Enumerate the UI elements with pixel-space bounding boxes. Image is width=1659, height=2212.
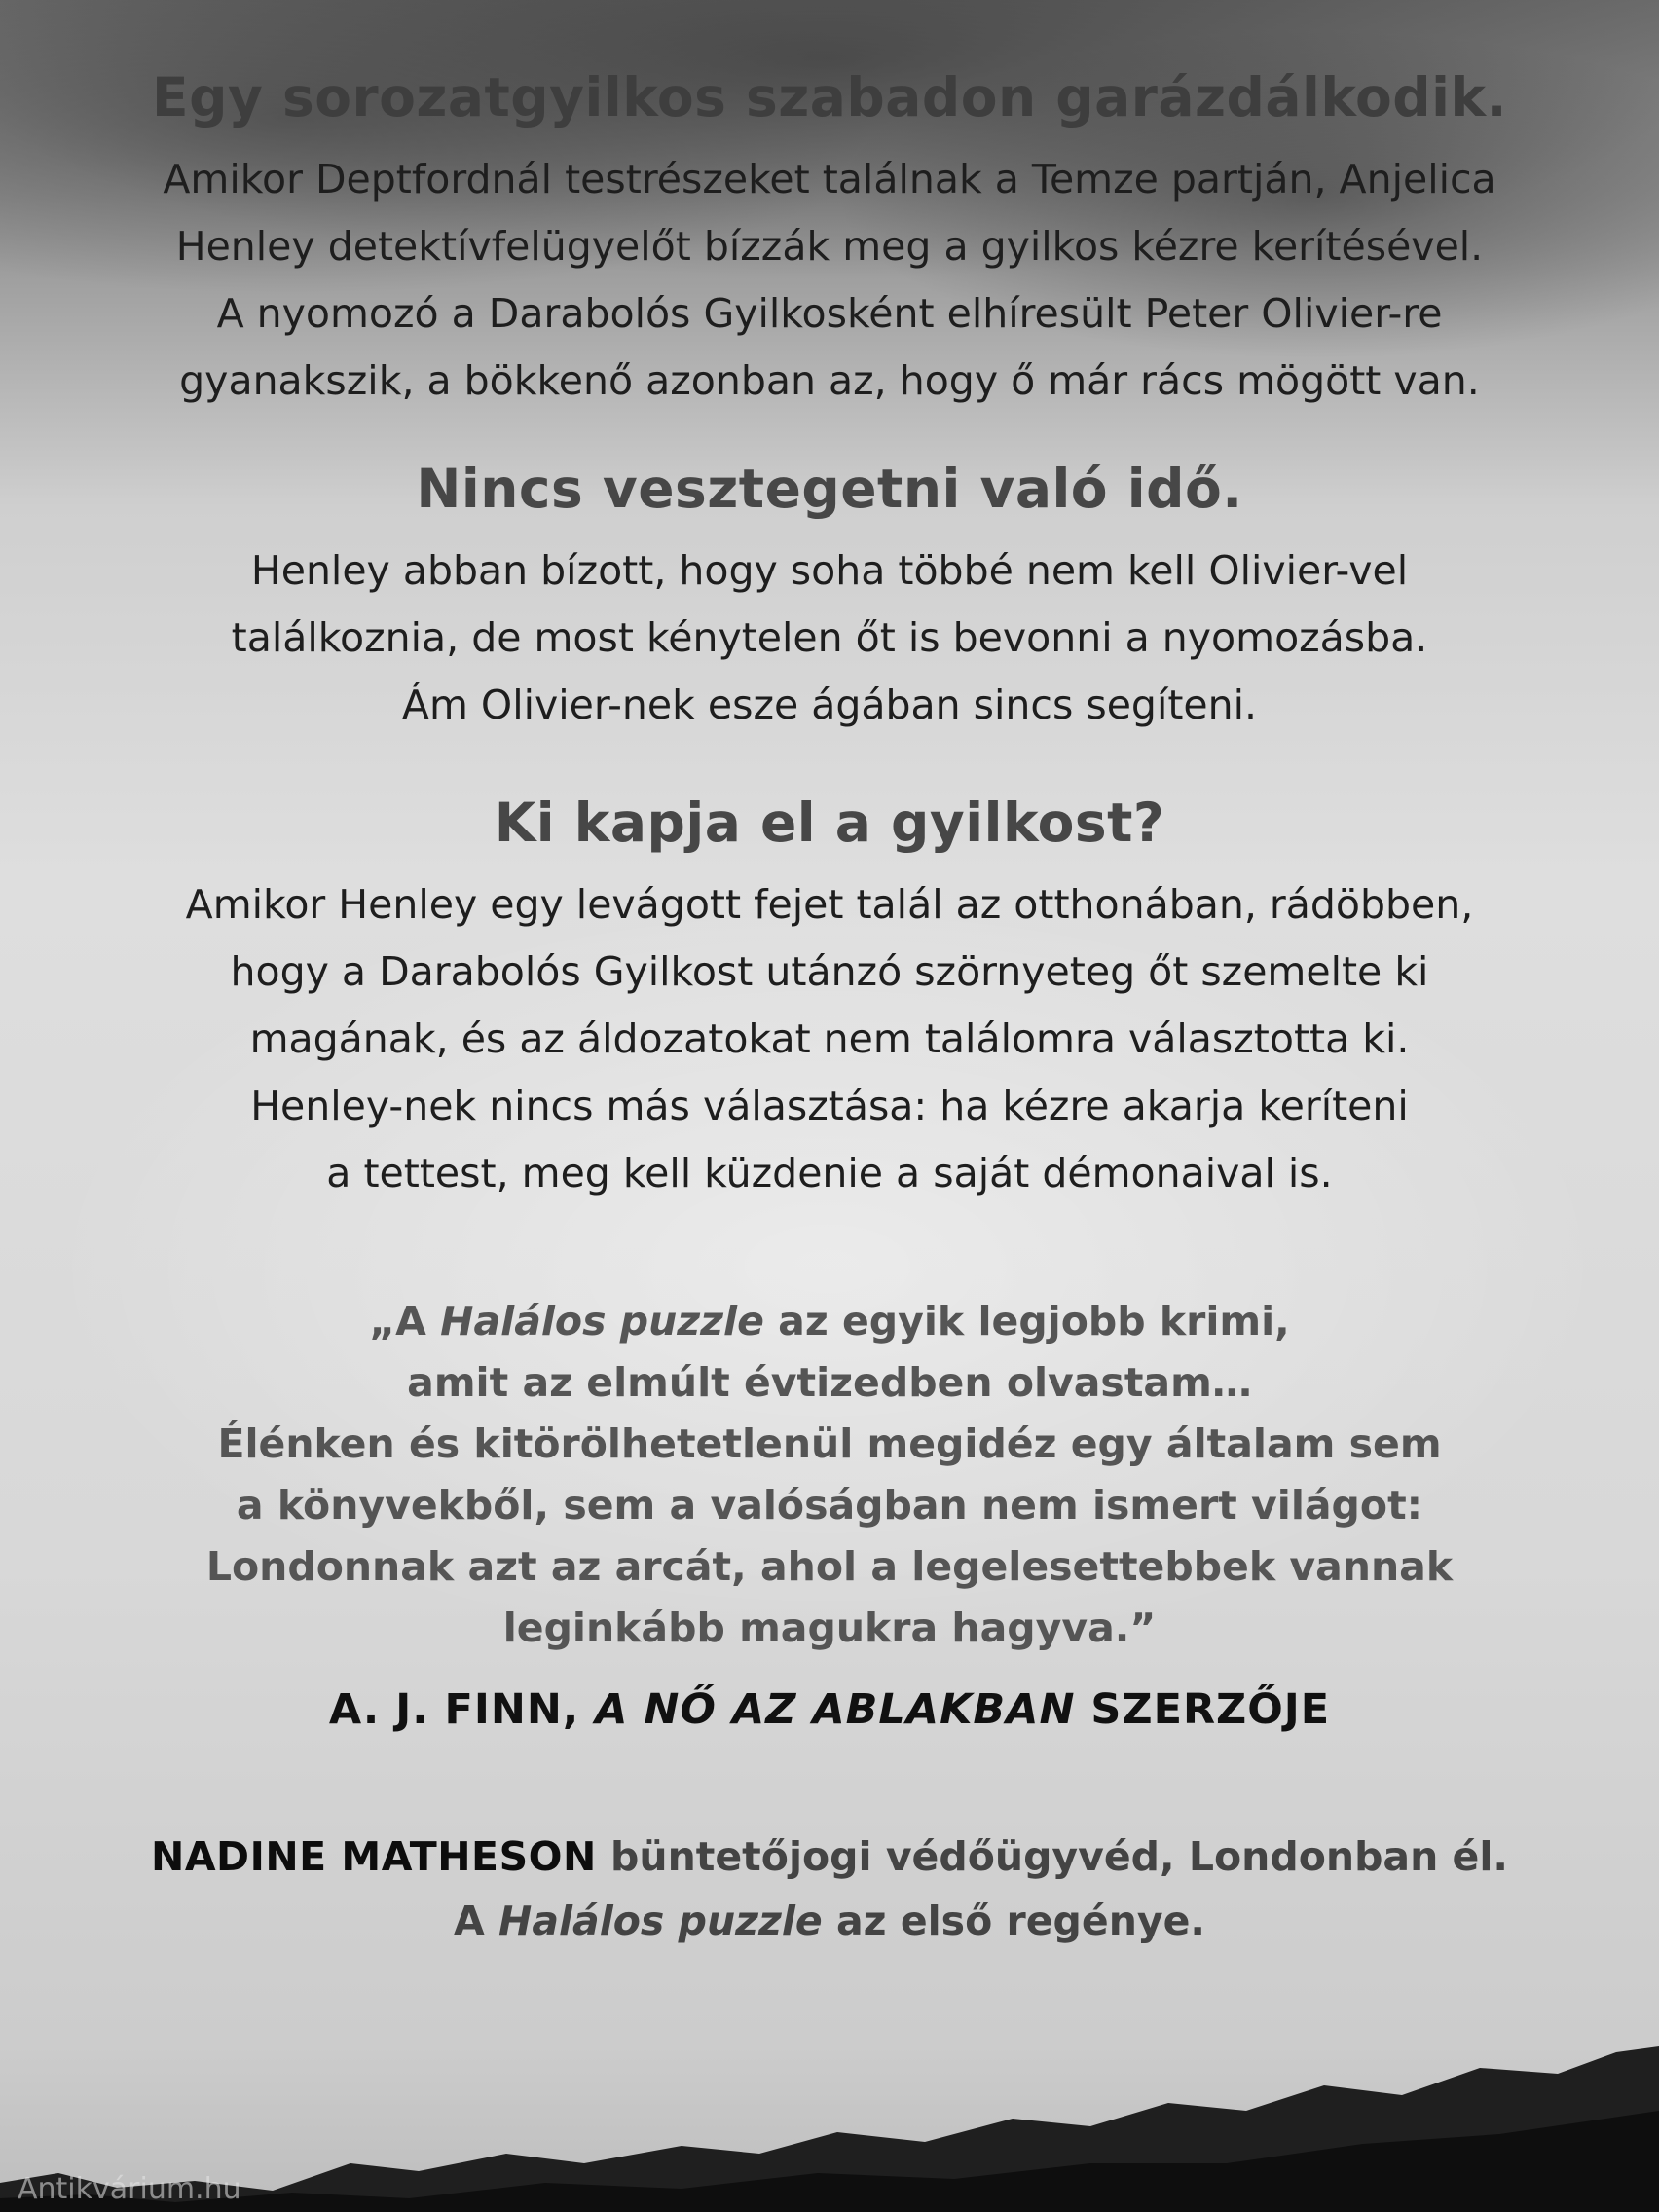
heading-2: Nincs vesztegetni való idő. [416, 458, 1243, 520]
watermark: Antikvárium.hu [18, 2172, 241, 2206]
blurb-line: a tettest, meg kell küzdenie a saját démonaival is. [326, 1150, 1333, 1197]
blurb-paragraph-1 [97, 146, 1562, 415]
quote-attribution [97, 1680, 1562, 1739]
blurb-line: hogy a Darabolós Gyilkost utánzó szörnyeteg őt szemelte ki [230, 948, 1429, 995]
blurb-line: Amikor Henley egy levágott fejet talál az otthonában, rádöbben, [185, 881, 1474, 928]
blurb-line: Amikor Deptfordnál testrészeket találnak a Temze partján, Anjelica [163, 156, 1496, 203]
author-bio: NADINE MATHESON büntetőjogi védőügyvéd, Londonban él. A Halálos puzzle az első regénye. [151, 1833, 1508, 1944]
review-quote [97, 1291, 1562, 1659]
blurb-line: Henley-nek nincs más választása: ha kézre akarja keríteni [250, 1083, 1409, 1129]
blurb-line: találkoznia, de most kénytelen őt is bevonni a nyomozásba. [231, 614, 1428, 661]
blurb-paragraph-2 [97, 537, 1562, 739]
heading-1: Egy sorozatgyilkos szabadon garázdálkodik. [152, 66, 1507, 129]
attribution-name: A. J. FINN, [328, 1685, 596, 1734]
quote-line: „A Halálos puzzle az egyik legjobb krimi, [369, 1298, 1290, 1345]
quote-line: leginkább magukra hagyva.” [502, 1604, 1157, 1651]
blurb-paragraph-3 [97, 871, 1562, 1207]
blurb-line: Ám Olivier-nek esze ágában sincs segíteni. [401, 682, 1258, 728]
treeline-silhouette [0, 2017, 1659, 2212]
author-name: NADINE MATHESON [151, 1833, 597, 1880]
blurb-line: A nyomozó a Darabolós Gyilkosként elhíresült Peter Olivier-re [216, 290, 1443, 337]
blurb-line: Henley abban bízott, hogy soha többé nem kell Olivier-vel [250, 547, 1409, 594]
author-bio-text: büntetőjogi védőügyvéd, Londonban él. [596, 1833, 1508, 1880]
quote-line: amit az elmúlt évtizedben olvastam… [407, 1359, 1252, 1406]
heading-3: Ki kapja el a gyilkost? [494, 792, 1165, 854]
author-book-title: Halálos puzzle [498, 1898, 823, 1944]
quote-line: Londonnak azt az arcát, ahol a legelesettebbek vannak [205, 1543, 1454, 1590]
quote-line: Élénken és kitörölhetetlenül megidéz egy általam sem [217, 1420, 1442, 1467]
attribution-suffix: SZERZŐJE [1075, 1685, 1331, 1734]
blurb-line: gyanakszik, a bökkenő azonban az, hogy ő már rács mögött van. [179, 357, 1480, 404]
blurb-line: magának, és az áldozatokat nem találomra választotta ki. [249, 1015, 1410, 1062]
quote-book-title: Halálos puzzle [440, 1298, 764, 1345]
blurb-line: Henley detektívfelügyelőt bízzák meg a gyilkos kézre kerítésével. [175, 223, 1484, 270]
quote-line: a könyvekből, sem a valóságban nem ismert világot: [236, 1482, 1423, 1529]
attribution-book: A NŐ AZ ABLAKBAN [595, 1685, 1076, 1734]
cover-text [97, 58, 1562, 1953]
